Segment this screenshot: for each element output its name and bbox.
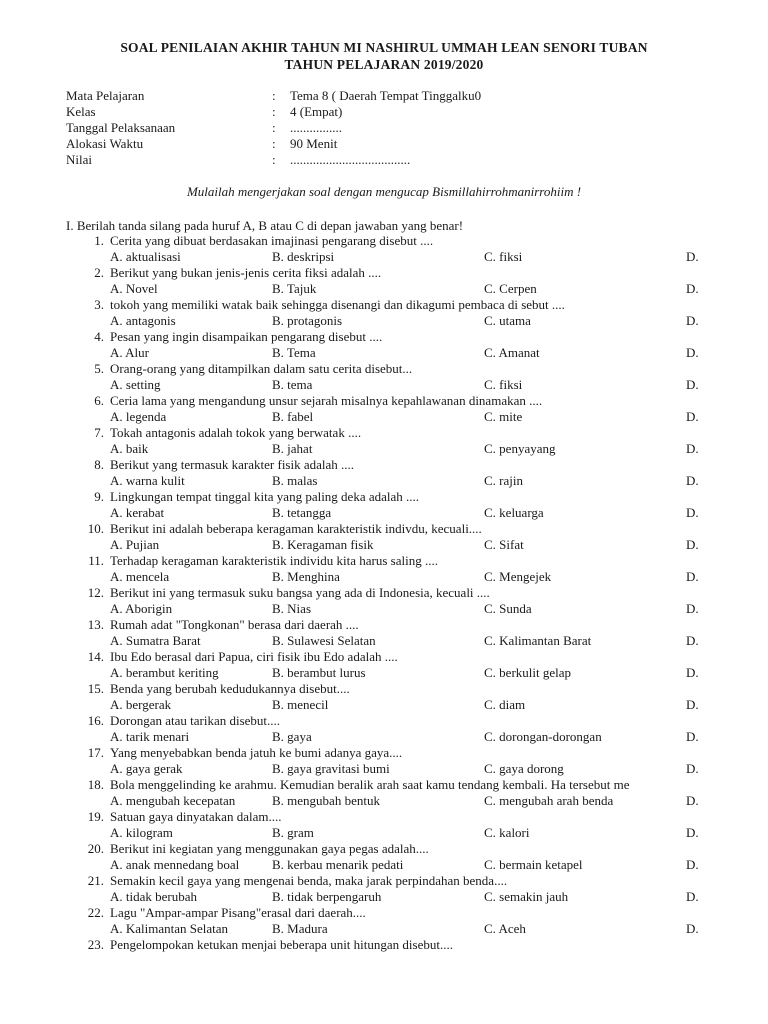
info-value: 90 Menit: [290, 136, 338, 151]
answer-options: [0, 825, 768, 841]
option-c[interactable]: C. gaya dorong: [484, 761, 564, 776]
option-d[interactable]: D.: [686, 505, 699, 520]
question-item: [0, 841, 768, 857]
option-c[interactable]: C. mite: [484, 409, 523, 424]
question-text: Lingkungan tempat tinggal kita yang paling deka adalah ....: [110, 489, 420, 504]
option-b[interactable]: B. gram: [272, 825, 314, 840]
question-text: Ibu Edo berasal dari Papua, ciri fisik ibu Edo adalah ....: [110, 649, 398, 664]
option-b[interactable]: B. gaya: [272, 729, 312, 744]
option-a[interactable]: A. bergerak: [110, 697, 172, 712]
answer-options: [0, 249, 768, 265]
option-d[interactable]: D.: [686, 569, 699, 584]
option-a[interactable]: A. berambut keriting: [110, 665, 219, 680]
question-item: [0, 265, 768, 281]
question-text: Rumah adat "Tongkonan" berasa dari daerah ....: [110, 617, 359, 632]
question-number: 16.: [87, 713, 104, 728]
question-item: [0, 361, 768, 377]
option-c[interactable]: C. Aceh: [484, 921, 526, 936]
question-number: 19.: [87, 809, 104, 824]
exam-title: SOAL PENILAIAN AKHIR TAHUN MI NASHIRUL UMMAH LEAN SENORI TUBAN: [120, 40, 648, 55]
info-label: Kelas: [66, 104, 96, 119]
question-item: [0, 745, 768, 761]
option-d[interactable]: D.: [686, 665, 699, 680]
option-c[interactable]: C. Sifat: [484, 537, 524, 552]
answer-options: [0, 857, 768, 873]
question-number: 10.: [87, 521, 104, 536]
option-b[interactable]: B. menecil: [272, 697, 329, 712]
option-b[interactable]: B. gaya gravitasi bumi: [272, 761, 390, 776]
question-text: Pesan yang ingin disampaikan pengarang disebut ....: [110, 329, 383, 344]
option-b[interactable]: B. tetangga: [272, 505, 332, 520]
option-a[interactable]: A. gaya gerak: [110, 761, 183, 776]
question-text: Terhadap keragaman karakteristik individu kita harus saling ....: [110, 553, 438, 568]
question-number: 22.: [87, 905, 104, 920]
answer-options: [0, 633, 768, 649]
question-item: [0, 713, 768, 729]
question-number: 15.: [87, 681, 104, 696]
question-number: 17.: [87, 745, 104, 760]
question-item: [0, 489, 768, 505]
option-d[interactable]: D.: [686, 921, 699, 936]
option-c[interactable]: C. mengubah arah benda: [484, 793, 614, 808]
question-number: 4.: [94, 329, 104, 344]
question-item: [0, 649, 768, 665]
option-d[interactable]: D.: [686, 377, 699, 392]
option-d[interactable]: D.: [686, 473, 699, 488]
exam-info-row: [66, 120, 706, 136]
option-b[interactable]: B. kerbau menarik pedati: [272, 857, 404, 872]
option-b[interactable]: B. jahat: [272, 441, 313, 456]
info-colon: :: [272, 120, 276, 135]
question-number: 5.: [94, 361, 104, 376]
answer-options: [0, 377, 768, 393]
exam-info-row: [66, 88, 706, 104]
question-number: 7.: [94, 425, 104, 440]
option-d[interactable]: D.: [686, 857, 699, 872]
option-c[interactable]: C. Mengejek: [484, 569, 552, 584]
answer-options: [0, 793, 768, 809]
answer-options: [0, 345, 768, 361]
option-a[interactable]: A. Novel: [110, 281, 158, 296]
option-b[interactable]: B. Menghina: [272, 569, 340, 584]
option-d[interactable]: D.: [686, 697, 699, 712]
option-c[interactable]: C. diam: [484, 697, 526, 712]
answer-options: [0, 889, 768, 905]
option-d[interactable]: D.: [686, 537, 699, 552]
option-c[interactable]: C. Amanat: [484, 345, 540, 360]
question-item: [0, 329, 768, 345]
answer-options: [0, 761, 768, 777]
option-c[interactable]: C. penyayang: [484, 441, 556, 456]
question-item: [0, 617, 768, 633]
option-a[interactable]: A. antagonis: [110, 313, 176, 328]
option-b[interactable]: B. fabel: [272, 409, 314, 424]
option-d[interactable]: D.: [686, 761, 699, 776]
info-value: ................: [290, 120, 342, 135]
exam-info-row: [66, 136, 706, 152]
question-item: [0, 521, 768, 537]
option-c[interactable]: C. rajin: [484, 473, 523, 488]
question-item: [0, 297, 768, 313]
option-c[interactable]: C. Cerpen: [484, 281, 537, 296]
option-c[interactable]: C. Kalimantan Barat: [484, 633, 592, 648]
option-a[interactable]: A. anak mennedang boal: [110, 857, 240, 872]
answer-options: [0, 665, 768, 681]
question-number: 18.: [87, 777, 104, 792]
question-item: [0, 937, 768, 953]
answer-options: [0, 441, 768, 457]
question-text: Lagu "Ampar-ampar Pisang"erasal dari daerah....: [110, 905, 366, 920]
option-b[interactable]: B. malas: [272, 473, 318, 488]
question-item: [0, 393, 768, 409]
question-text: Orang-orang yang ditampilkan dalam satu cerita disebut...: [110, 361, 413, 376]
exam-info-row: [66, 152, 706, 168]
option-a[interactable]: A. Alur: [110, 345, 149, 360]
option-c[interactable]: C. Sunda: [484, 601, 532, 616]
option-d[interactable]: D.: [686, 793, 699, 808]
option-c[interactable]: C. fiksi: [484, 377, 523, 392]
option-a[interactable]: A. baik: [110, 441, 149, 456]
answer-options: [0, 313, 768, 329]
option-a[interactable]: A. Sumatra Barat: [110, 633, 201, 648]
question-number: 9.: [94, 489, 104, 504]
question-text: Tokah antagonis adalah tokok yang berwatak ....: [110, 425, 362, 440]
option-b[interactable]: B. tidak berpengaruh: [272, 889, 382, 904]
info-colon: :: [272, 88, 276, 103]
option-a[interactable]: A. aktualisasi: [110, 249, 181, 264]
option-a[interactable]: A. kerabat: [110, 505, 165, 520]
option-c[interactable]: C. kalori: [484, 825, 530, 840]
option-b[interactable]: B. tema: [272, 377, 313, 392]
answer-options: [0, 697, 768, 713]
option-c[interactable]: C. dorongan-dorongan: [484, 729, 602, 744]
option-a[interactable]: A. setting: [110, 377, 161, 392]
academic-year-title: TAHUN PELAJARAN 2019/2020: [284, 57, 484, 72]
opening-instruction: Mulailah mengerjakan soal dengan mengucap Bismillahirrohmanirrohiim !: [186, 184, 582, 199]
question-text: Ceria lama yang mengandung unsur sejarah misalnya kepahlawanan dinamakan ....: [110, 393, 543, 408]
question-item: [0, 809, 768, 825]
answer-options: [0, 601, 768, 617]
option-a[interactable]: A. tidak berubah: [110, 889, 198, 904]
info-colon: :: [272, 104, 276, 119]
option-b[interactable]: B. Sulawesi Selatan: [272, 633, 376, 648]
option-d[interactable]: D.: [686, 409, 699, 424]
question-item: [0, 873, 768, 889]
question-text: Pengelompokan ketukan menjai beberapa unit hitungan disebut....: [110, 937, 453, 952]
info-label: Mata Pelajaran: [66, 88, 145, 103]
option-b[interactable]: B. Madura: [272, 921, 328, 936]
question-number: 2.: [94, 265, 104, 280]
question-text: Bola menggelinding ke arahmu. Kemudian beralik arah saat kamu tendang kembali. Ha tersebut me: [110, 777, 630, 792]
option-d[interactable]: D.: [686, 281, 699, 296]
question-text: Cerita yang dibuat berdasakan imajinasi pengarang disebut ....: [110, 233, 434, 248]
option-a[interactable]: A. warna kulit: [110, 473, 185, 488]
option-b[interactable]: B. protagonis: [272, 313, 343, 328]
info-label: Alokasi Waktu: [66, 136, 144, 151]
info-colon: :: [272, 152, 276, 167]
option-a[interactable]: A. Aborigin: [110, 601, 173, 616]
option-d[interactable]: D.: [686, 633, 699, 648]
answer-options: [0, 921, 768, 937]
option-d[interactable]: D.: [686, 249, 699, 264]
option-b[interactable]: B. Nias: [272, 601, 311, 616]
question-text: Semakin kecil gaya yang mengenai benda, maka jarak perpindahan benda....: [110, 873, 508, 888]
option-c[interactable]: C. semakin jauh: [484, 889, 569, 904]
option-d[interactable]: D.: [686, 889, 699, 904]
question-text: Berikut yang bukan jenis-jenis cerita fiksi adalah ....: [110, 265, 382, 280]
option-a[interactable]: A. mencela: [110, 569, 170, 584]
option-c[interactable]: C. berkulit gelap: [484, 665, 572, 680]
question-text: Berikut ini kegiatan yang menggunakan gaya pegas adalah....: [110, 841, 429, 856]
question-text: Benda yang berubah kedudukannya disebut....: [110, 681, 350, 696]
info-value: .....................................: [290, 152, 411, 167]
option-c[interactable]: C. keluarga: [484, 505, 544, 520]
question-number: 6.: [94, 393, 104, 408]
question-item: [0, 905, 768, 921]
question-number: 20.: [87, 841, 104, 856]
option-a[interactable]: A. legenda: [110, 409, 167, 424]
question-item: [0, 777, 768, 793]
option-a[interactable]: A. mengubah kecepatan: [110, 793, 236, 808]
question-item: [0, 553, 768, 569]
option-c[interactable]: C. fiksi: [484, 249, 523, 264]
question-number: 12.: [87, 585, 104, 600]
option-d[interactable]: D.: [686, 345, 699, 360]
option-a[interactable]: A. Kalimantan Selatan: [110, 921, 229, 936]
option-c[interactable]: C. bermain ketapel: [484, 857, 583, 872]
question-text: Satuan gaya dinyatakan dalam....: [110, 809, 282, 824]
option-d[interactable]: D.: [686, 601, 699, 616]
option-d[interactable]: D.: [686, 825, 699, 840]
option-d[interactable]: D.: [686, 729, 699, 744]
question-text: Dorongan atau tarikan disebut....: [110, 713, 281, 728]
question-item: [0, 681, 768, 697]
option-d[interactable]: D.: [686, 441, 699, 456]
option-b[interactable]: B. Keragaman fisik: [272, 537, 374, 552]
option-d[interactable]: D.: [686, 313, 699, 328]
answer-options: [0, 409, 768, 425]
exam-info-row: [66, 104, 706, 120]
option-a[interactable]: A. tarik menari: [110, 729, 190, 744]
question-text: Berikut ini adalah beberapa keragaman karakteristik indivdu, kecuali....: [110, 521, 482, 536]
question-number: 21.: [87, 873, 104, 888]
info-label: Nilai: [66, 152, 92, 167]
option-a[interactable]: A. Pujian: [110, 537, 160, 552]
option-b[interactable]: B. deskripsi: [272, 249, 335, 264]
answer-options: [0, 281, 768, 297]
info-label: Tanggal Pelaksanaan: [66, 120, 176, 135]
option-b[interactable]: B. berambut lurus: [272, 665, 366, 680]
question-number: 23.: [87, 937, 104, 952]
question-item: [0, 425, 768, 441]
info-colon: :: [272, 136, 276, 151]
question-text: tokoh yang memiliki watak baik sehingga disenangi dan dikagumi pembaca di sebut ....: [110, 297, 565, 312]
answer-options: [0, 537, 768, 553]
question-item: [0, 457, 768, 473]
option-a[interactable]: A. kilogram: [110, 825, 173, 840]
question-number: 13.: [87, 617, 104, 632]
answer-options: [0, 505, 768, 521]
question-number: 11.: [88, 553, 104, 568]
question-item: [0, 233, 768, 249]
question-text: Berikut ini yang termasuk suku bangsa yang ada di Indonesia, kecuali ....: [110, 585, 490, 600]
question-number: 1.: [94, 233, 104, 248]
option-b[interactable]: B. mengubah bentuk: [272, 793, 380, 808]
question-text: Yang menyebabkan benda jatuh ke bumi adanya gaya....: [110, 745, 403, 760]
answer-options: [0, 569, 768, 585]
info-value: 4 (Empat): [290, 104, 343, 119]
option-b[interactable]: B. Tema: [272, 345, 316, 360]
option-c[interactable]: C. utama: [484, 313, 531, 328]
answer-options: [0, 729, 768, 745]
question-text: Berikut yang termasuk karakter fisik adalah ....: [110, 457, 355, 472]
question-number: 8.: [94, 457, 104, 472]
question-number: 14.: [87, 649, 104, 664]
section-instruction: I. Berilah tanda silang pada huruf A, B atau C di depan jawaban yang benar!: [66, 218, 464, 233]
question-number: 3.: [94, 297, 104, 312]
question-item: [0, 585, 768, 601]
option-b[interactable]: B. Tajuk: [272, 281, 317, 296]
answer-options: [0, 473, 768, 489]
info-value: Tema 8 ( Daerah Tempat Tinggalku0: [290, 88, 482, 103]
